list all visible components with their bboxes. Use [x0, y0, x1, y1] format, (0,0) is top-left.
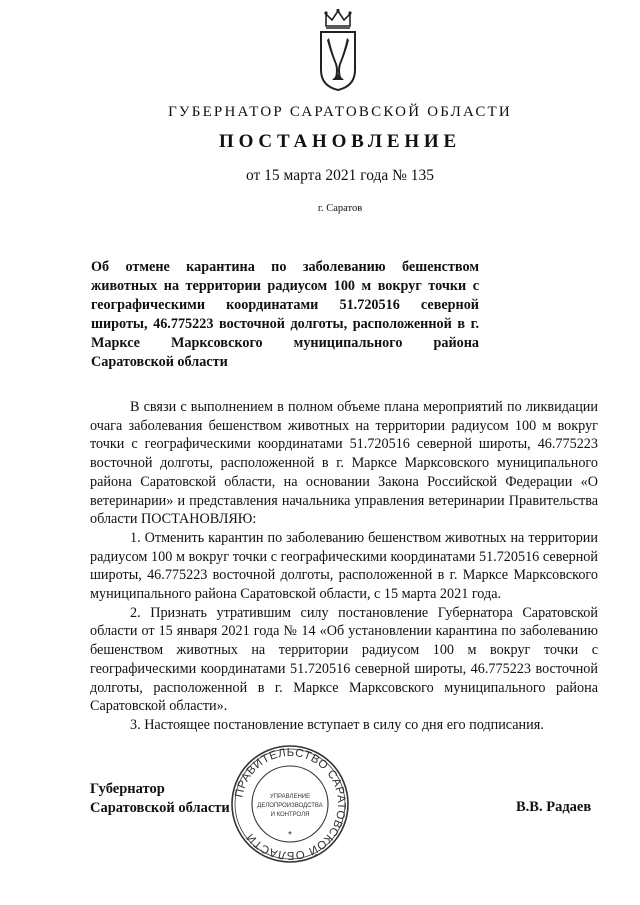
stamp-star: *: [288, 830, 292, 841]
signatory-title-line2: Саратовской области: [90, 800, 230, 816]
document-city: г. Саратов: [317, 203, 363, 214]
stamp-line-3: И КОНТРОЛЯ: [270, 812, 310, 818]
body-paragraph-preamble: В связи с выполнением в полном объеме плана мероприятий по ликвидации очага заболевания бешенством животных на территории радиусом 100 м вокруг точки с географическими координатами 51.720516 северной широты, 46.775223 восточной долготы, расположенной в г. Марксе Марксовского муниципального района Саратовской области, на основании Закона Российской Федерации «О ветеринарии» и представления начальника управления ветеринарии Правительства области ПОСТАНОВЛЯЮ:: [90, 399, 598, 528]
signatory-title-line1: Губернатор: [90, 781, 165, 797]
government-title: ГУБЕРНАТОР САРАТОВСКОЙ ОБЛАСТИ: [168, 104, 512, 120]
body-paragraph-item-2: 2. Признать утратившим силу постановление Губернатора Саратовской области от 15 января 2021 года № 14 «Об установлении карантина по заболеванию бешенством животных на территории радиусом 100 м вокруг точки с географическими координатами 51.720516 северной широты, 46.775223 восточной долготы, расположенной в г. Марксе Марксовского муниципального района Саратовской области».: [90, 604, 598, 715]
body-paragraph-item-3: 3. Настоящее постановление вступает в силу со дня его подписания.: [130, 716, 544, 733]
document-date-number: от 15 марта 2021 года № 135: [245, 167, 435, 184]
official-stamp: [228, 742, 352, 866]
signatory-name: В.В. Радаев: [516, 799, 592, 815]
document-subject: Об отмене карантина по заболеванию бешенством животных на территории радиусом 100 м вокруг точки с географическими координатами 51.720516 северной широты, 46.775223 восточной долготы, расположенной в г. Марксе Марксовского муниципального района Саратовской области: [91, 259, 479, 370]
stamp-outer-text: ПРАВИТЕЛЬСТВО САРАТОВСКОЙ ОБЛАСТИ: [233, 746, 348, 862]
stamp-line-2: ДЕЛОПРОИЗВОДСТВА: [257, 803, 323, 809]
document-type-title: ПОСТАНОВЛЕНИЕ: [219, 131, 461, 152]
stamp-line-1: УПРАВЛЕНИЕ: [269, 794, 311, 800]
coat-of-arms-emblem: [318, 8, 358, 92]
body-paragraph-item-1: 1. Отменить карантин по заболеванию бешенством животных на территории радиусом 100 м вокруг точки с географическими координатами 51.720516 северной широты, 46.775223 восточной долготы, расположенной в г. Марксе Марксовского муниципального района Саратовской области, с 15 марта 2021 года.: [90, 529, 598, 603]
document-body: [90, 398, 598, 735]
signatory-title: [90, 780, 230, 818]
